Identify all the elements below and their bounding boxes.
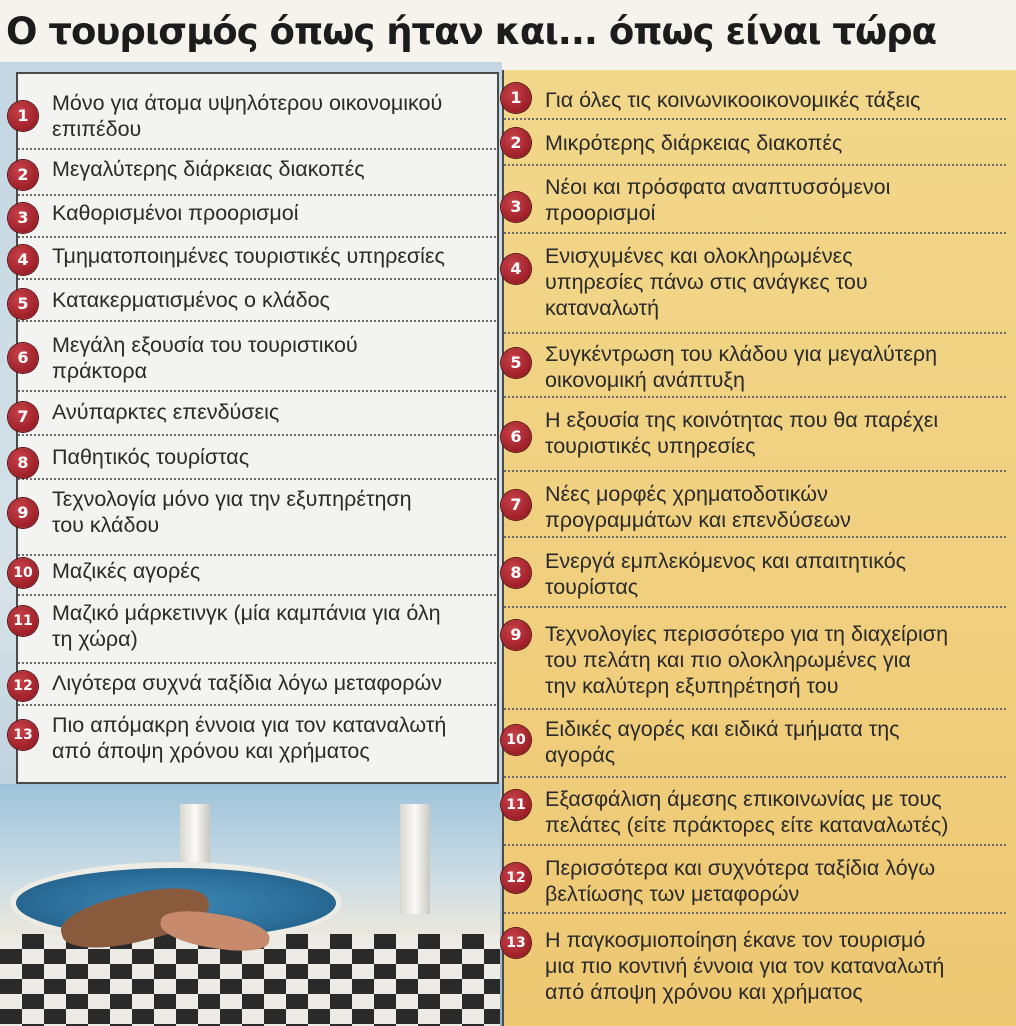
item-text-line: αγοράς	[545, 743, 616, 767]
item-text-line: Τεχνολογία μόνο για την εξυπηρέτηση	[52, 487, 412, 511]
item-number-badge: 4	[501, 254, 531, 284]
item-text-line: τη χώρα)	[52, 627, 138, 651]
item-text-line: προορισμοί	[545, 201, 656, 225]
item-number-badge: 1	[8, 101, 38, 131]
item-number-badge: 3	[501, 192, 531, 222]
item-text-line: Συγκέντρωση του κλάδου για μεγαλύτερη	[545, 342, 938, 366]
item-text-line: Ειδικές αγορές και ειδικά τμήματα της	[545, 717, 900, 741]
item-number-badge: 11	[8, 606, 38, 636]
item-text-line: Νέοι και πρόσφατα αναπτυσσόμενοι	[545, 175, 891, 199]
item-number-badge: 5	[8, 289, 38, 319]
poolside-photo	[0, 784, 500, 1026]
item-number-badge: 2	[8, 160, 38, 190]
item-number-badge: 12	[501, 863, 531, 893]
item-number-badge: 9	[8, 498, 38, 528]
item-text-line: Ενεργά εμπλεκόμενος και απαιτητικός	[545, 549, 907, 573]
item-text-line: προγραμμάτων και επενδύσεων	[545, 508, 851, 532]
item-number-badge: 4	[8, 245, 38, 275]
item-text-line: Μαζικές αγορές	[52, 559, 201, 583]
item-text-line: Ανύπαρκτες επενδύσεις	[52, 400, 280, 424]
item-text-line: υπηρεσίες πάνω στις ανάγκες του	[545, 270, 868, 294]
item-number-badge: 10	[501, 725, 531, 755]
item-text-line: Για όλες τις κοινωνικοοικονομικές τάξεις	[545, 88, 921, 112]
item-text-line: Τεχνολογίες περισσότερο για τη διαχείριση	[545, 622, 949, 646]
item-number-badge: 11	[501, 790, 531, 820]
item-text-line: τουρίστας	[545, 575, 639, 599]
item-number-badge: 9	[501, 620, 531, 650]
item-text-line: Εξασφάλιση άμεσης επικοινωνίας με τους	[545, 787, 942, 811]
item-text-line: Πιο απόμακρη έννοια για τον καταναλωτή	[52, 713, 447, 737]
item-text-line: Παθητικός τουρίστας	[52, 445, 250, 469]
item-text-line: Καθορισμένοι προορισμοί	[52, 201, 299, 225]
item-number-badge: 2	[501, 128, 531, 158]
item-text-line: οικονομική ανάπτυξη	[545, 368, 746, 392]
item-number-badge: 6	[8, 343, 38, 373]
item-text-line: επιπέδου	[52, 117, 142, 141]
page-title: Ο τουρισμός όπως ήταν και... όπως είναι τώρα	[6, 10, 937, 53]
item-text-line: Μικρότερης διάρκειας διακοπές	[545, 131, 843, 155]
item-text-line: Μεγαλύτερης διάρκειας διακοπές	[52, 157, 365, 181]
item-text-line: Μόνο για άτομα υψηλότερου οικονομικού	[52, 91, 443, 115]
pillar	[400, 804, 430, 914]
item-text-line: του κλάδου	[52, 513, 160, 537]
item-text-line: Λιγότερα συχνά ταξίδια λόγω μεταφορών	[52, 671, 443, 695]
item-number-badge: 13	[501, 928, 531, 958]
item-number-badge: 13	[8, 720, 38, 750]
item-text-line: πελάτες (είτε πράκτορες είτε καταναλωτές)	[545, 813, 949, 837]
item-number-badge: 7	[501, 490, 531, 520]
item-text-line: Η εξουσία της κοινότητας που θα παρέχει	[545, 408, 939, 432]
item-text-line: από άποψη χρόνου και χρήματος	[52, 739, 370, 763]
item-text-line: Η παγκοσμιοποίηση έκανε τον τουρισμό	[545, 928, 926, 952]
item-text-line: Περισσότερα και συχνότερα ταξίδια λόγω	[545, 856, 936, 880]
item-number-badge: 12	[8, 671, 38, 701]
item-text-line: Τμηματοποιημένες τουριστικές υπηρεσίες	[52, 244, 445, 268]
item-text-line: τουριστικές υπηρεσίες	[545, 434, 756, 458]
item-text-line: Νέες μορφές χρηματοδοτικών	[545, 482, 828, 506]
item-number-badge: 10	[8, 558, 38, 588]
item-text-line: Μεγάλη εξουσία του τουριστικού	[52, 333, 358, 357]
item-number-badge: 6	[501, 422, 531, 452]
item-number-badge: 8	[501, 558, 531, 588]
item-number-badge: 1	[501, 83, 531, 113]
item-text-line: Κατακερματισμένος ο κλάδος	[52, 288, 330, 312]
item-number-badge: 8	[8, 448, 38, 478]
item-text-line: μια πιο κοντινή έννοια για τον καταναλωτή	[545, 954, 945, 978]
item-text-line: βελτίωσης των μεταφορών	[545, 882, 800, 906]
item-text-line: από άποψη χρόνου και χρήματος	[545, 980, 863, 1004]
item-text-line: την καλύτερη εξυπηρέτησή του	[545, 674, 839, 698]
item-text-line: καταναλωτή	[545, 296, 660, 320]
item-number-badge: 7	[8, 402, 38, 432]
item-number-badge: 5	[501, 348, 531, 378]
item-text-line: του πελάτη και πιο ολοκληρωμένες για	[545, 648, 911, 672]
item-text-line: Μαζικό μάρκετινγκ (μία καμπάνια για όλη	[52, 601, 441, 625]
item-text-line: Ενισχυμένες και ολοκληρωμένες	[545, 244, 853, 268]
item-text-line: πράκτορα	[52, 359, 148, 383]
item-number-badge: 3	[8, 203, 38, 233]
